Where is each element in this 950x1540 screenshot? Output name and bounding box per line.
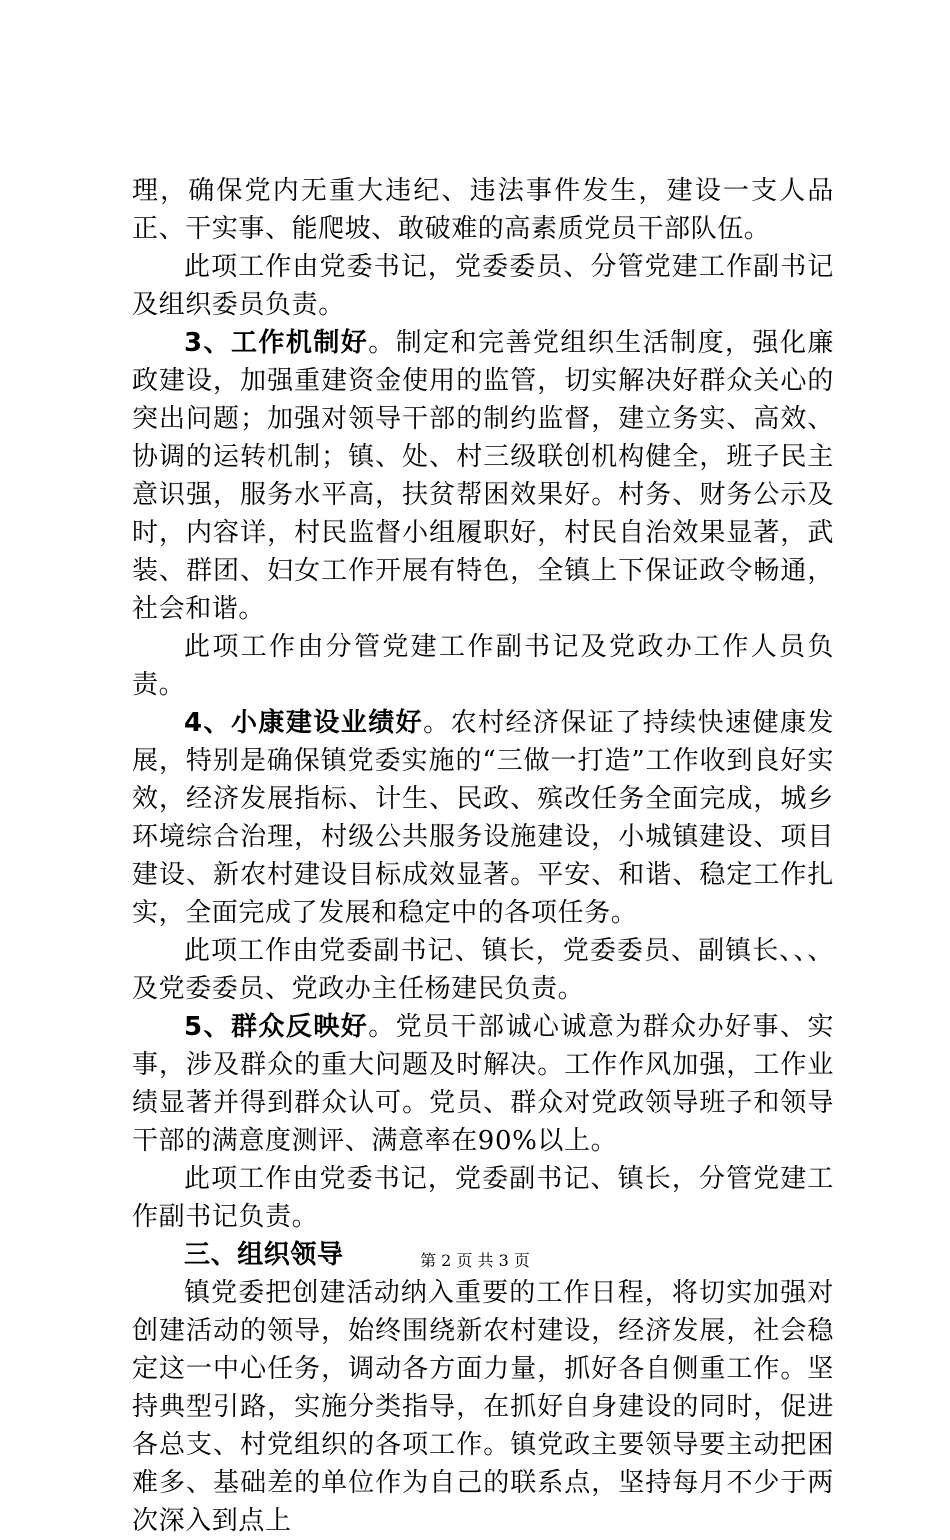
- paragraph-heading: 4、小康建设业绩好: [184, 708, 424, 738]
- paragraph-text: 理，确保党内无重大违纪、违法事件发生，建设一支人品正、干实事、能爬坡、敢破难的高素质党员干部队伍。: [132, 176, 834, 244]
- paragraph-7: [132, 1008, 834, 1160]
- paragraph-2: [132, 248, 834, 324]
- page-footer: [0, 1248, 950, 1271]
- paragraph-4: [132, 628, 834, 704]
- paragraph-heading: 3、工作机制好: [184, 328, 369, 358]
- paragraph-8: [132, 1160, 834, 1236]
- paragraph-text: 此项工作由分管党建工作副书记及党政办工作人员负责。: [132, 632, 834, 700]
- paragraph-1: [132, 172, 834, 248]
- paragraph-text: 镇党委把创建活动纳入重要的工作日程，将切实加强对创建活动的领导，始终围绕新农村建设，经济发展，社会稳定这一中心任务，调动各方面力量，抓好各自侧重工作。坚持典型引路，实施分类指导，在抓好自身建设的同时，促进各总支、村党组织的各项工作。镇党政主要领导要主动把困难多、基础差的单位作为自己的联系点，坚持每月不少于两次深入到点上: [132, 1278, 834, 1536]
- document-body: [132, 172, 834, 1540]
- paragraph-text: 。农村经济保证了持续快速健康发展，特别是确保镇党委实施的“三做一打造”工作收到良好实效，经济发展指标、计生、民政、殡改任务全面完成，城乡环境综合治理，村级公共服务设施建设，小城镇建设、项目建设、新农村建设目标成效显著。平安、和谐、稳定工作扎实，全面完成了发展和稳定中的各项任务。: [132, 708, 834, 928]
- paragraph-text: 此项工作由党委书记，党委副书记、镇长，分管党建工作副书记负责。: [132, 1164, 834, 1232]
- paragraph-10: [132, 1274, 834, 1540]
- page-number: 第 2 页 共 3 页: [420, 1251, 530, 1270]
- paragraph-text: 。党员干部诚心诚意为群众办好事、实事，涉及群众的重大问题及时解决。工作作风加强，工作业绩显著并得到群众认可。党员、群众对党政领导班子和领导干部的满意度测评、满意率在90%以上。: [132, 1012, 834, 1156]
- paragraph-text: 此项工作由党委副书记、镇长，党委委员、副镇长、、、及党委委员、党政办主任杨建民负责。: [132, 936, 834, 1004]
- paragraph-3: [132, 324, 834, 628]
- paragraph-heading: 5、群众反映好: [184, 1012, 369, 1042]
- paragraph-text: 。制定和完善党组织生活制度，强化廉政建设，加强重建资金使用的监管，切实解决好群众关心的突出问题；加强对领导干部的制约监督，建立务实、高效、协调的运转机制；镇、处、村三级联创机构健全，班子民主意识强，服务水平高，扶贫帮困效果好。村务、财务公示及时，内容详，村民监督小组履职好，村民自治效果显著，武装、群团、妇女工作开展有特色，全镇上下保证政令畅通，社会和谐。: [132, 328, 834, 624]
- paragraph-text: 此项工作由党委书记，党委委员、分管党建工作副书记及组织委员负责。: [132, 252, 834, 320]
- paragraph-6: [132, 932, 834, 1008]
- paragraph-5: [132, 704, 834, 932]
- section-heading: 三、组织领导: [184, 1240, 344, 1270]
